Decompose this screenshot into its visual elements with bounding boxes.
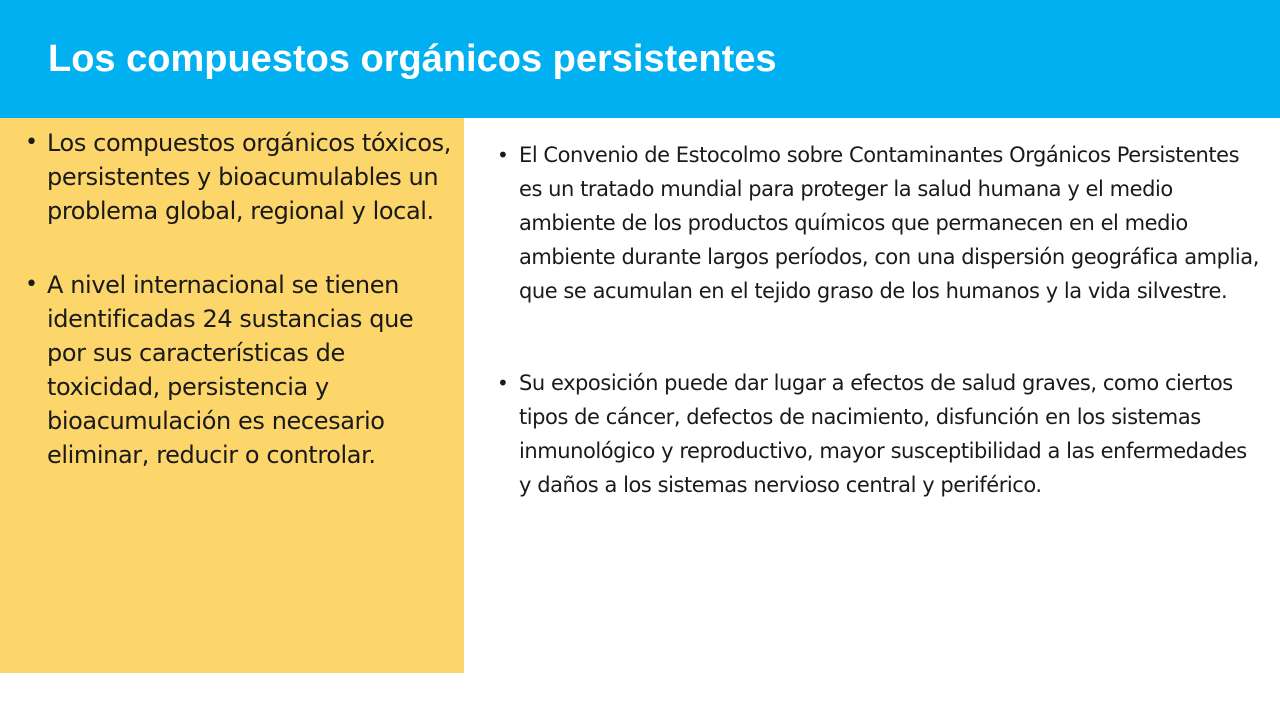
bullet-text: Su exposición puede dar lugar a efectos de salud graves, como ciertos tipos de cáncer, defectos de nacimiento, disfunción en los sistemas inmunológico y reproductivo, mayor susceptibilidad a las enfermedades y daños a los sistemas nervioso central y periférico.: [519, 371, 1247, 497]
right-bullet-list: [497, 138, 1259, 502]
list-item: [25, 126, 459, 228]
bullet-text: El Convenio de Estocolmo sobre Contaminantes Orgánicos Persistentes es un tratado mundial para proteger la salud humana y el medio ambiente de los productos químicos que permanecen en el medio ambiente durante largos períodos, con una dispersión geográfica amplia, que se acumulan en el tejido graso de los humanos y la vida silvestre.: [519, 143, 1259, 303]
left-bullet-list: [25, 126, 459, 472]
list-item: [497, 366, 1259, 502]
list-item: [497, 138, 1259, 308]
title-bar: [0, 0, 1280, 118]
bullet-dot: •: [25, 130, 38, 155]
slide-title: Los compuestos orgánicos persistentes: [48, 38, 777, 80]
bullet-text: Los compuestos orgánicos tóxicos, persistentes y bioacumulables un problema global, regional y local.: [47, 129, 451, 225]
bullet-dot: •: [25, 272, 38, 297]
bullet-text: A nivel internacional se tienen identificadas 24 sustancias que por sus características de toxicidad, persistencia y bioacumulación es necesario eliminar, reducir o controlar.: [47, 271, 414, 469]
bullet-dot: •: [497, 371, 509, 395]
bullet-dot: •: [497, 143, 509, 167]
list-item: [25, 268, 459, 472]
